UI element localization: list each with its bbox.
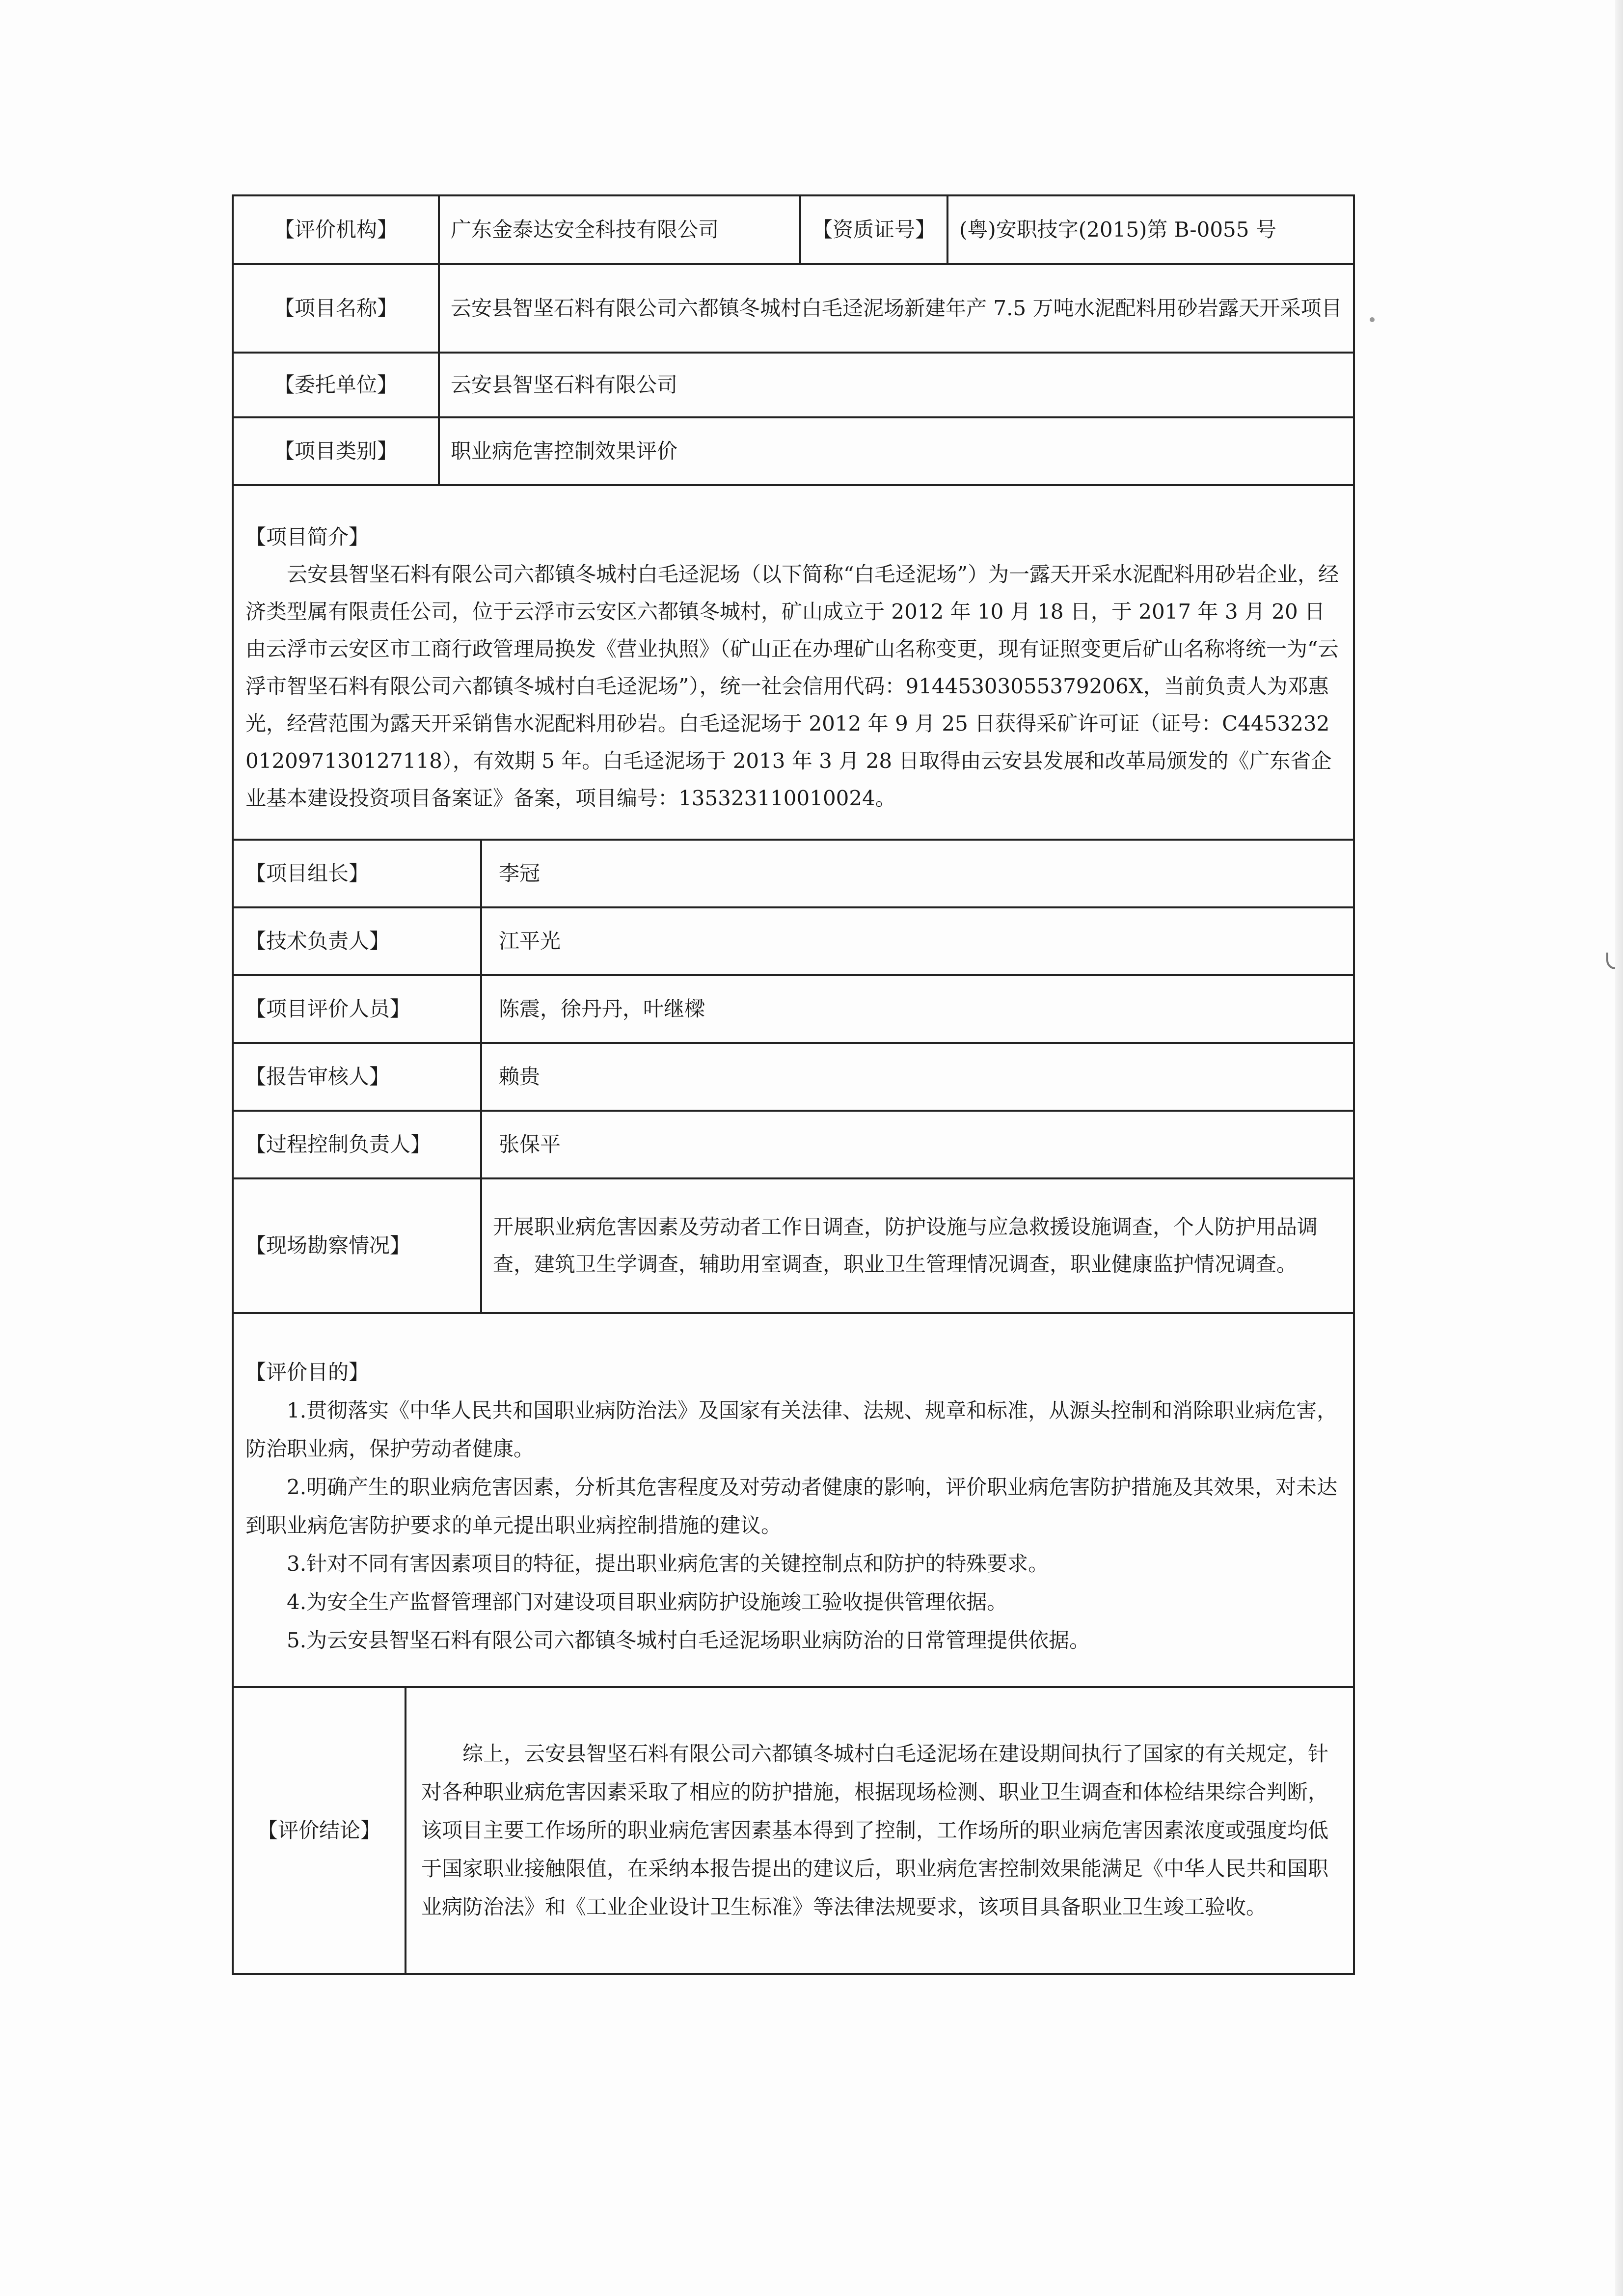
- reviewer-value: 赖贵: [481, 1043, 1354, 1111]
- goals-title: 【评价目的】: [245, 1360, 370, 1384]
- intro-text: 云安县智坚石料有限公司六都镇冬城村白毛迳泥场（以下简称“白毛迳泥场”）为一露天开采水泥配料用砂岩企业，经济类型属有限责任公司，位于云浮市云安区六都镇冬城村，矿山成立于 2012 年 10 月 18 日，于 2017 年 3 月 20 日由云浮市云安区市工商行政管理局换发《营业执照》（矿山正在办理矿山名称变更，现有证照变更后矿山名称将统一为“云浮市智坚石料有限公司六都镇冬城村白毛迳泥场”），统一社会信用代码：91445303055379206X，当前负责人为邓惠光，经营范围为露天开采销售水泥配料用砂岩。白毛迳泥场于 2012 年 9 月 25 日获得采矿许可证（证号：C4453232012097130127118），有效期 5 年。白毛迳泥场于 2013 年 3 月 28 日取得由云安县发展和改革局颁发的《广东省企业基本建设投资项目备案证》备案，项目编号：135323110010024。: [245, 562, 1339, 810]
- intro-row: [233, 485, 1354, 840]
- cert-label: 【资质证号】: [800, 195, 947, 264]
- client-row: [233, 353, 1354, 417]
- goals-cell: [233, 1313, 1354, 1687]
- survey-value: 开展职业病危害因素及劳动者工作日调查，防护设施与应急救援设施调查，个人防护用品调查，建筑卫生学调查，辅助用室调查，职业卫生管理情况调查，职业健康监护情况调查。: [481, 1178, 1354, 1313]
- scan-speck: [1370, 317, 1375, 322]
- goal-item: 3.针对不同有害因素项目的特征，提出职业病危害的关键控制点和防护的特殊要求。: [287, 1552, 1049, 1576]
- goal-item: 1.贯彻落实《中华人民共和国职业病防治法》及国家有关法律、法规、规章和标准，从源头控制和消除职业病危害，防治职业病，保护劳动者健康。: [245, 1398, 1338, 1461]
- evaluators-label: 【项目评价人员】: [233, 975, 481, 1043]
- process-control-label: 【过程控制负责人】: [233, 1111, 481, 1178]
- personnel-table: [232, 839, 1355, 1314]
- personnel-row-evaluators: [233, 975, 1354, 1043]
- project-name-value: 云安县智坚石料有限公司六都镇冬城村白毛迳泥场新建年产 7.5 万吨水泥配料用砂岩露天开采项目: [439, 264, 1354, 353]
- survey-label: 【现场勘察情况】: [233, 1178, 481, 1313]
- reviewer-label: 【报告审核人】: [233, 1043, 481, 1111]
- survey-row: [233, 1178, 1354, 1313]
- goals-table: [232, 1312, 1355, 1975]
- intro-cell: [233, 485, 1354, 840]
- tech-lead-value: 江平光: [481, 907, 1354, 975]
- personnel-row-reviewer: [233, 1043, 1354, 1111]
- leader-value: 李冠: [481, 840, 1354, 907]
- evaluation-summary-document: [232, 194, 1355, 1975]
- category-row: [233, 417, 1354, 485]
- scan-edge-shadow: [1615, 0, 1623, 2296]
- intro-title: 【项目简介】: [245, 525, 370, 549]
- client-label: 【委托单位】: [233, 353, 439, 417]
- client-value: 云安县智坚石料有限公司: [439, 353, 1354, 417]
- project-name-label: 【项目名称】: [233, 264, 439, 353]
- category-value: 职业病危害控制效果评价: [439, 417, 1354, 485]
- leader-label: 【项目组长】: [233, 840, 481, 907]
- eval-org-value: 广东金泰达安全科技有限公司: [439, 195, 800, 264]
- conclusion-row: [233, 1687, 1354, 1974]
- goal-item: 2.明确产生的职业病危害因素，分析其危害程度及对劳动者健康的影响，评价职业病危害防护措施及其效果，对未达到职业病危害防护要求的单元提出职业病控制措施的建议。: [245, 1475, 1338, 1537]
- evaluators-value: 陈震，徐丹丹，叶继樑: [481, 975, 1354, 1043]
- process-control-value: 张保平: [481, 1111, 1354, 1178]
- goals-row: [233, 1313, 1354, 1687]
- conclusion-cell: [406, 1687, 1354, 1974]
- personnel-row-process: [233, 1111, 1354, 1178]
- eval-org-row: [233, 195, 1354, 264]
- tech-lead-label: 【技术负责人】: [233, 907, 481, 975]
- personnel-row-leader: [233, 840, 1354, 907]
- scan-edge-mark: [1606, 953, 1615, 969]
- conclusion-label: 【评价结论】: [233, 1687, 406, 1974]
- cert-value: (粤)安职技字(2015)第 B-0055 号: [947, 195, 1354, 264]
- category-label: 【项目类别】: [233, 417, 439, 485]
- header-table: [232, 194, 1355, 841]
- goal-item: 4.为安全生产监督管理部门对建设项目职业病防护设施竣工验收提供管理依据。: [287, 1590, 1008, 1614]
- conclusion-text: 综上，云安县智坚石料有限公司六都镇冬城村白毛迳泥场在建设期间执行了国家的有关规定，针对各种职业病危害因素采取了相应的防护措施，根据现场检测、职业卫生调查和体检结果综合判断，该项目主要工作场所的职业病危害因素基本得到了控制，工作场所的职业病危害因素浓度或强度均低于国家职业接触限值，在采纳本报告提出的建议后，职业病危害控制效果能满足《中华人民共和国职业病防治法》和《工业企业设计卫生标准》等法律法规要求，该项目具备职业卫生竣工验收。: [421, 1742, 1329, 1919]
- eval-org-label: 【评价机构】: [233, 195, 439, 264]
- project-name-row: [233, 264, 1354, 353]
- personnel-row-tech: [233, 907, 1354, 975]
- goal-item: 5.为云安县智坚石料有限公司六都镇冬城村白毛迳泥场职业病防治的日常管理提供依据。: [287, 1628, 1090, 1652]
